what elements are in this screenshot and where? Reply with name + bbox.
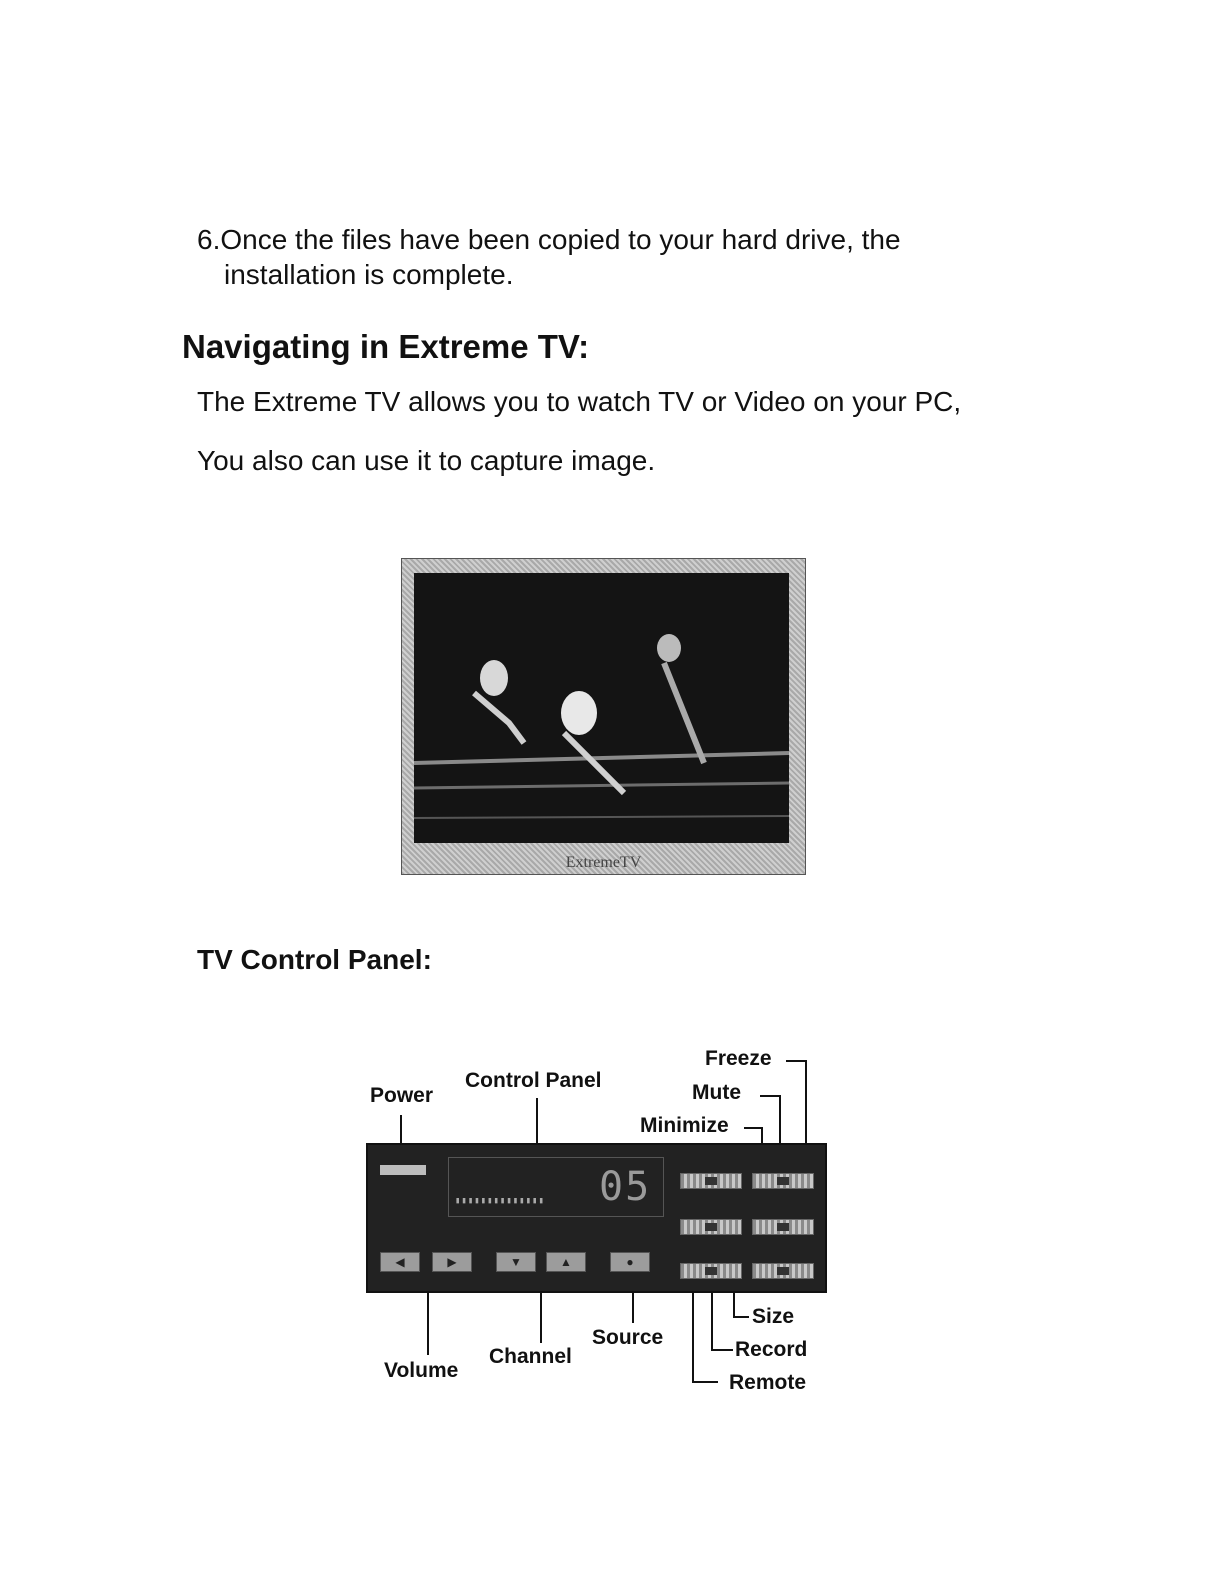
volume-up-button: ▶ <box>432 1252 472 1272</box>
channel-number: 05 <box>599 1164 652 1210</box>
video-frame-illustration <box>414 573 789 843</box>
minimize-button <box>680 1173 742 1189</box>
leader-freeze-v <box>805 1060 807 1144</box>
leader-minimize-h <box>744 1127 762 1129</box>
step-6-text <box>197 222 1097 292</box>
channel-down-button: ▼ <box>496 1252 536 1272</box>
leader-size-h <box>733 1316 749 1318</box>
label-record: Record <box>735 1338 808 1361</box>
section-heading: Navigating in Extreme TV: <box>182 328 590 365</box>
tv-window-caption: ExtremeTV <box>565 854 642 871</box>
tv-control-panel-image <box>366 1143 827 1293</box>
source-button: ● <box>610 1252 650 1272</box>
label-control-panel: Control Panel <box>465 1069 602 1092</box>
volume-down-button: ◀ <box>380 1252 420 1272</box>
size-button <box>752 1263 814 1279</box>
mute-aux-button <box>752 1219 814 1235</box>
leader-power <box>400 1115 402 1145</box>
control-panel-heading: TV Control Panel: <box>197 944 432 975</box>
leader-remote-v <box>692 1293 694 1382</box>
label-freeze: Freeze <box>705 1047 772 1070</box>
leader-record-v <box>711 1293 713 1350</box>
channel-display <box>448 1157 664 1217</box>
leader-size-v <box>733 1293 735 1317</box>
label-mute: Mute <box>692 1081 741 1104</box>
leader-source <box>632 1293 634 1323</box>
leader-volume <box>427 1293 429 1355</box>
leader-channel <box>540 1293 542 1343</box>
label-source: Source <box>592 1326 664 1349</box>
intro-line-1: The Extreme TV allows you to watch TV or Video on your PC, <box>197 386 962 417</box>
mute-button <box>680 1219 742 1235</box>
freeze-button <box>752 1173 814 1189</box>
label-power: Power <box>370 1084 434 1107</box>
signal-meter: ▮▮▮▮▮▮▮▮▮▮▮▮▮▮ <box>455 1196 545 1206</box>
label-volume: Volume <box>384 1359 459 1382</box>
label-size: Size <box>752 1305 795 1328</box>
leader-remote-h <box>692 1381 718 1383</box>
extreme-tv-window-image <box>401 558 806 875</box>
intro-line-2: You also can use it to capture image. <box>197 445 656 476</box>
power-button <box>380 1165 426 1175</box>
leader-freeze-h <box>786 1060 806 1062</box>
step-line-2: installation is complete. <box>224 259 514 290</box>
leader-mute-h <box>760 1095 780 1097</box>
remote-record-button <box>680 1263 742 1279</box>
channel-up-button: ▲ <box>546 1252 586 1272</box>
label-channel: Channel <box>489 1345 572 1368</box>
label-minimize: Minimize <box>640 1114 729 1137</box>
leader-control-panel <box>536 1098 538 1144</box>
leader-mute-v <box>779 1095 781 1144</box>
leader-record-h <box>711 1349 733 1351</box>
step-line-1: 6.Once the files have been copied to your hard drive, the <box>197 224 901 255</box>
label-remote: Remote <box>729 1371 807 1394</box>
leader-minimize-v <box>761 1127 763 1144</box>
tv-video-screen <box>414 573 789 843</box>
